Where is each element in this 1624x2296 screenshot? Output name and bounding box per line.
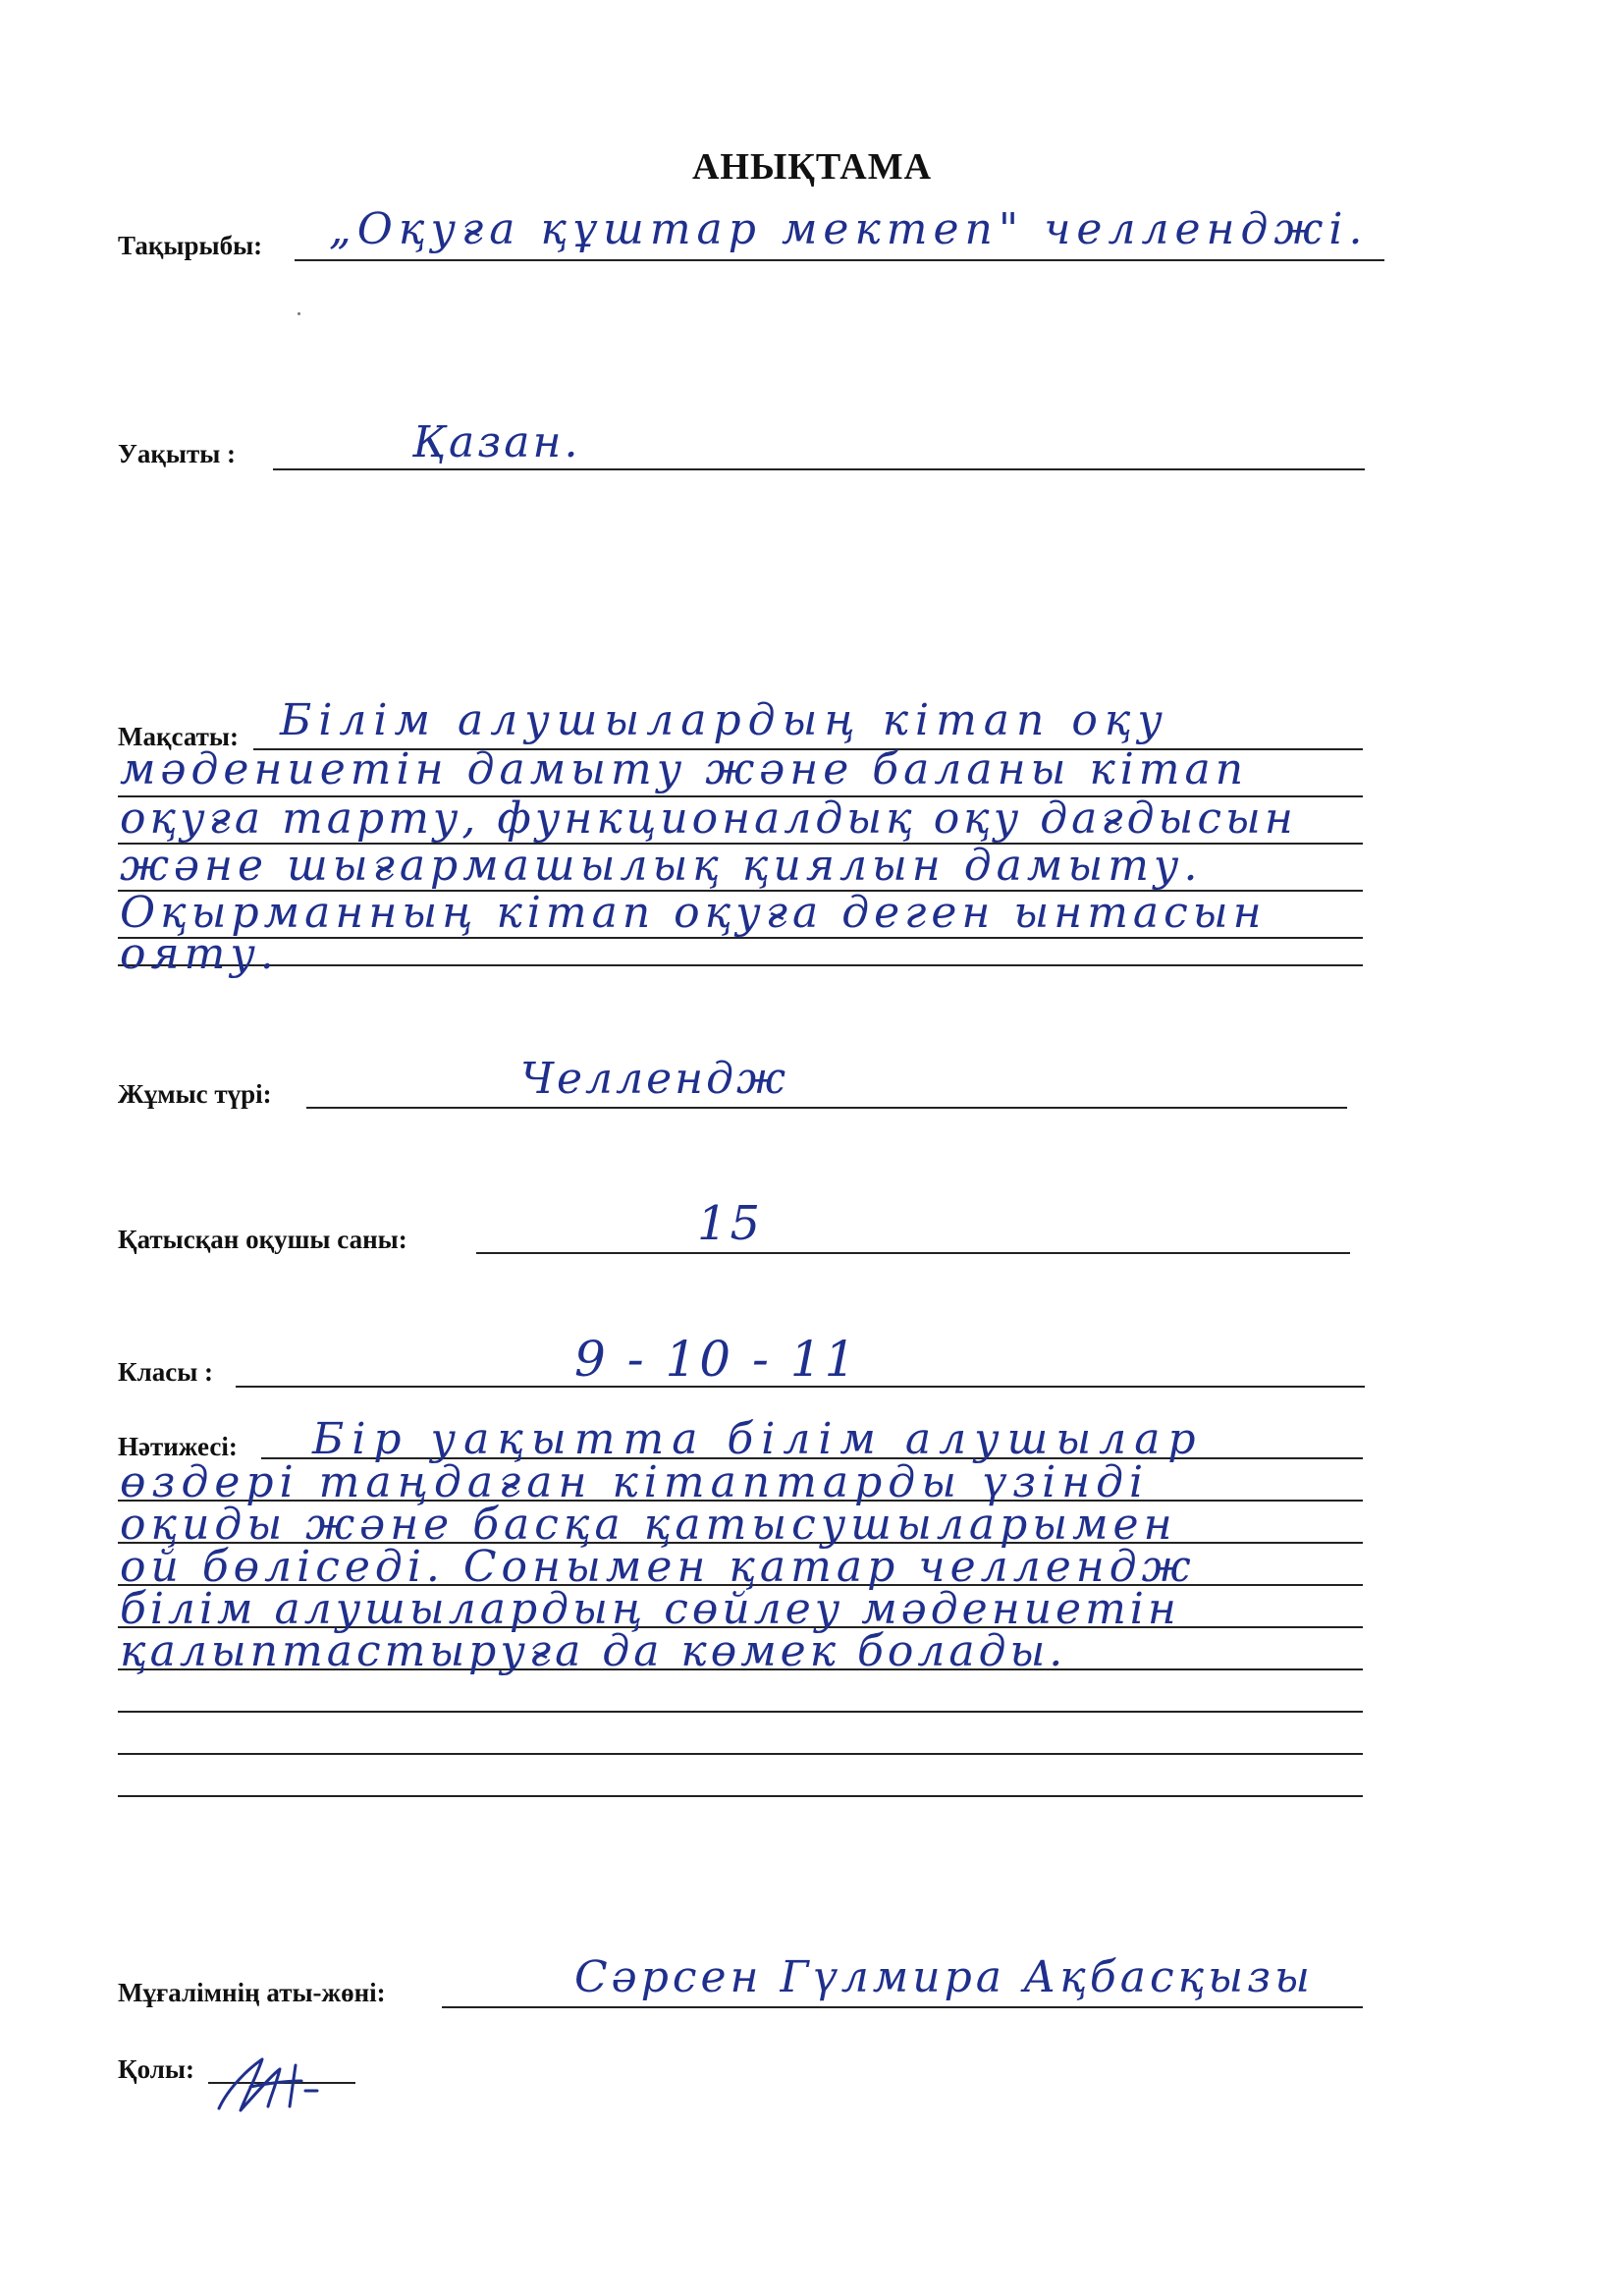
teacher-value: Сәрсен Гүлмира Ақбасқызы (574, 1952, 1314, 2002)
students-count-value: 15 (697, 1196, 764, 1251)
time-label: Уақыты : (118, 439, 237, 468)
class-value: 9 - 10 - 11 (574, 1331, 859, 1388)
work-type-rule (306, 1107, 1347, 1109)
work-type-label: Жұмыс түрі: (118, 1079, 272, 1109)
students-count-rule (476, 1252, 1350, 1254)
result-line-1: Бір уақытта білім алушылар (312, 1414, 1204, 1464)
result-line-4: ой бөліседі. Сонымен қатар челлендж (120, 1542, 1196, 1592)
goal-line-4: және шығармашылық қиялын дамыту. (120, 841, 1203, 891)
result-line-5: білім алушылардың сөйлеу мәдениетін (120, 1584, 1180, 1634)
topic-rule (295, 259, 1384, 261)
goal-line-3: оқуға тарту, функционалдық оқу дағдысын (120, 793, 1297, 844)
document-title: АНЫҚТАМА (691, 146, 933, 188)
goal-line-5: Оқырманның кітап оқуға деген ынтасын (120, 888, 1267, 938)
goal-line-1: Білім алушылардың кітап оқу (280, 695, 1169, 745)
goal-label: Мақсаты: (118, 722, 239, 751)
goal-line-6: ояту. (120, 929, 279, 979)
topic-value: „Оқуға құштар мектеп" челленджі. (329, 204, 1369, 254)
result-rule-7 (118, 1711, 1363, 1713)
topic-label: Тақырыбы: (118, 231, 263, 260)
goal-rule-6 (118, 964, 1363, 966)
work-type-value: Челлендж (520, 1054, 789, 1104)
signature-mark (211, 2048, 358, 2126)
goal-line-2: мәдениетін дамыту және баланы кітап (120, 744, 1249, 794)
result-line-3: оқиды және басқа қатысушыларымен (120, 1500, 1177, 1550)
time-rule (273, 468, 1365, 470)
students-count-label: Қатысқан оқушы саны: (118, 1225, 407, 1254)
result-line-2: өздері таңдаған кітаптарды үзінді (120, 1457, 1150, 1507)
result-rule-8 (118, 1753, 1363, 1755)
result-label: Нәтижесі: (118, 1432, 238, 1461)
result-line-6: қалыптастыруға да көмек болады. (120, 1626, 1067, 1676)
time-value: Қазан. (412, 417, 581, 467)
signature-label: Қолы: (118, 2054, 194, 2084)
result-rule-9 (118, 1795, 1363, 1797)
class-label: Класы : (118, 1357, 214, 1387)
teacher-rule (442, 2006, 1363, 2008)
scan-speck (298, 312, 300, 315)
teacher-label: Мұғалімнің аты-жөні: (118, 1978, 386, 2007)
